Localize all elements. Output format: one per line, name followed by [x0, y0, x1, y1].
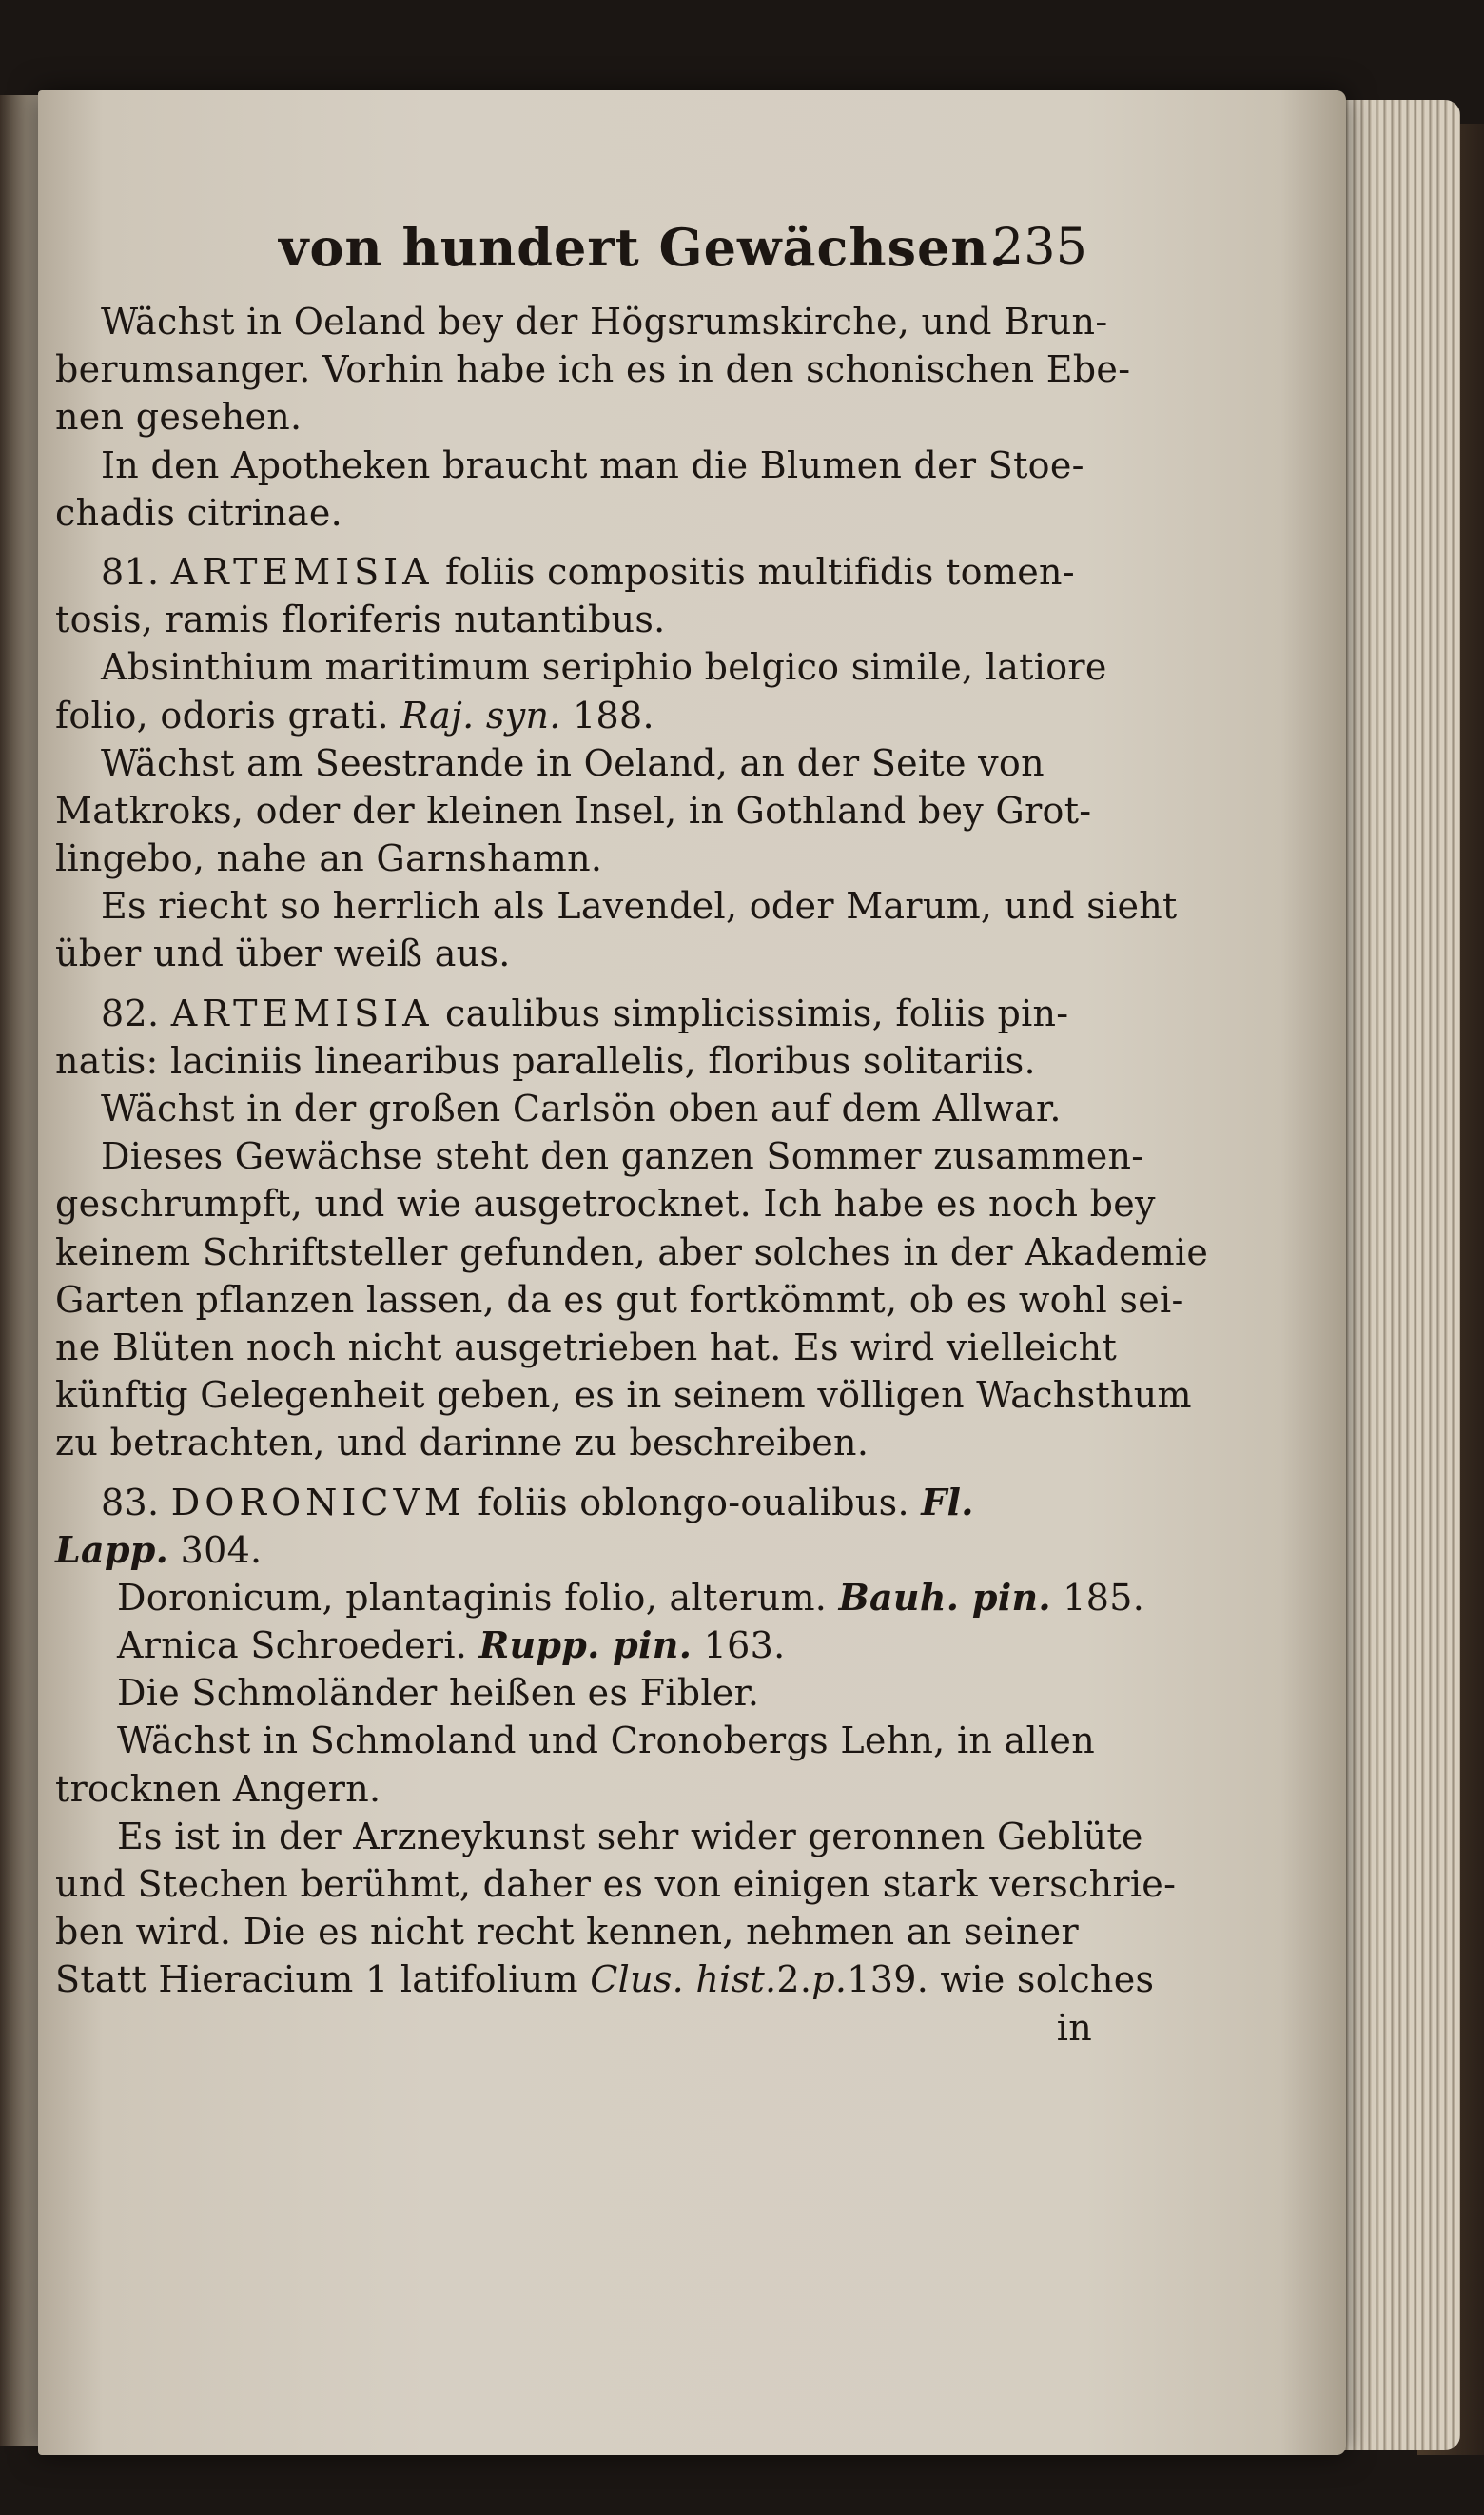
- synonym: Arnica Schroederi.: [117, 1624, 468, 1667]
- text-line: Wächst in der großen Carlsön oben auf dem Allwar.: [101, 1088, 1062, 1130]
- citation-volume: 2.: [776, 1958, 812, 2001]
- text-line: Es riecht so herrlich als Lavendel, oder Marum, und sieht: [101, 885, 1178, 928]
- page-number: 235: [992, 219, 1088, 276]
- citation: Bauh. pin.: [838, 1575, 1051, 1619]
- text-line: lingebo, nahe an Garnshamn.: [55, 837, 603, 880]
- citation: p.: [811, 1958, 848, 2001]
- species-entry-82: [55, 990, 1092, 1037]
- text-segment: 139. wie solches: [847, 1958, 1155, 2001]
- page-header: [55, 217, 1092, 298]
- text-line: Absinthium maritimum seriphio belgico simile, latiore: [101, 646, 1107, 689]
- text-line: Wächst in Schmoland und Cronobergs Lehn, in allen: [117, 1719, 1095, 1762]
- running-title: von hundert Gewächsen.: [279, 217, 1008, 278]
- text-line: geschrumpft, und wie ausgetrocknet. Ich habe es noch bey: [55, 1183, 1156, 1226]
- text-line: keinem Schriftsteller gefunden, aber solches in der Akademie: [55, 1230, 1209, 1273]
- text-line: ne Blüten noch nicht ausgetrieben hat. Es wird vielleicht: [55, 1326, 1118, 1368]
- text-line: trocknen Angern.: [55, 1767, 381, 1810]
- text-line: künftig Gelegenheit geben, es in seinem völligen Wachsthum: [55, 1374, 1192, 1417]
- text-line: zu betrachten, und darinne zu beschreiben.: [55, 1422, 869, 1464]
- genus-name: DORONICVM: [170, 1481, 466, 1523]
- text-line: [55, 1621, 1092, 1669]
- entry-number: 82.: [101, 992, 160, 1034]
- text-line: natis: laciniis linearibus parallelis, floribus solitariis.: [55, 1039, 1036, 1082]
- synonym: Doronicum, plantaginis folio, alterum.: [117, 1576, 828, 1619]
- citation: Lapp.: [55, 1527, 169, 1571]
- text-line: Wächst in Oeland bey der Högsrumskirche, und Brun-: [101, 301, 1108, 343]
- citation: Rupp. pin.: [478, 1623, 693, 1667]
- text-segment: Statt Hieracium 1 latifolium: [55, 1958, 578, 2001]
- citation: Raj. syn.: [400, 694, 561, 737]
- genus-name: ARTEMISIA: [170, 992, 434, 1034]
- species-entry-83: [55, 1479, 1092, 1526]
- diagnosis: foliis oblongo-oualibus.: [478, 1481, 909, 1523]
- citation-page: 163.: [703, 1624, 786, 1667]
- text-line: [55, 692, 1092, 739]
- text-line: tosis, ramis floriferis nutantibus.: [55, 599, 666, 641]
- text-line: berumsanger. Vorhin habe ich es in den schonischen Ebe-: [55, 348, 1131, 391]
- entry-number: 83.: [101, 1481, 160, 1523]
- citation: Fl.: [921, 1480, 974, 1523]
- citation-page: 185.: [1063, 1576, 1145, 1619]
- text-line: ben wird. Die es nicht recht kennen, nehmen an seiner: [55, 1911, 1079, 1954]
- text-line: Dieses Gewächse steht den ganzen Sommer zusammen-: [101, 1135, 1144, 1178]
- genus-name: ARTEMISIA: [170, 550, 434, 593]
- diagnosis: foliis compositis multifidis tomen-: [445, 550, 1075, 593]
- diagnosis: caulibus simplicissimis, foliis pin-: [445, 992, 1069, 1034]
- text-line: In den Apotheken braucht man die Blumen der Stoe-: [101, 443, 1084, 486]
- citation-page: 304.: [180, 1528, 263, 1571]
- text-line: und Stechen berühmt, daher es von einigen stark verschrie-: [55, 1863, 1177, 1905]
- text-segment: folio, odoris grati.: [55, 694, 389, 737]
- catchword: in: [1056, 2006, 1092, 2049]
- text-line: nen gesehen.: [55, 396, 303, 439]
- entry-number: 81.: [101, 550, 160, 593]
- text-line: [55, 1526, 1092, 1574]
- text-line: Garten pflanzen lassen, da es gut fortkömmt, ob es wohl sei-: [55, 1278, 1184, 1321]
- citation: Clus. hist.: [590, 1958, 777, 2001]
- text-line: über und über weiß aus.: [55, 933, 511, 975]
- text-line: Wächst am Seestrande in Oeland, an der Seite von: [101, 741, 1045, 784]
- citation-page: 188.: [573, 694, 654, 737]
- page-text: [55, 217, 1209, 2052]
- text-line: Die Schmoländer heißen es Fibler.: [117, 1672, 760, 1715]
- text-line: Matkroks, oder der kleinen Insel, in Gothland bey Grot-: [55, 789, 1092, 832]
- text-line: chadis citrinae.: [55, 491, 342, 534]
- species-entry-81: [55, 548, 1092, 596]
- page-fore-edge: [1327, 100, 1460, 2450]
- text-line: [55, 1955, 1155, 2003]
- text-line: Es ist in der Arzneykunst sehr wider geronnen Geblüte: [117, 1815, 1143, 1857]
- text-line: [55, 1574, 1145, 1621]
